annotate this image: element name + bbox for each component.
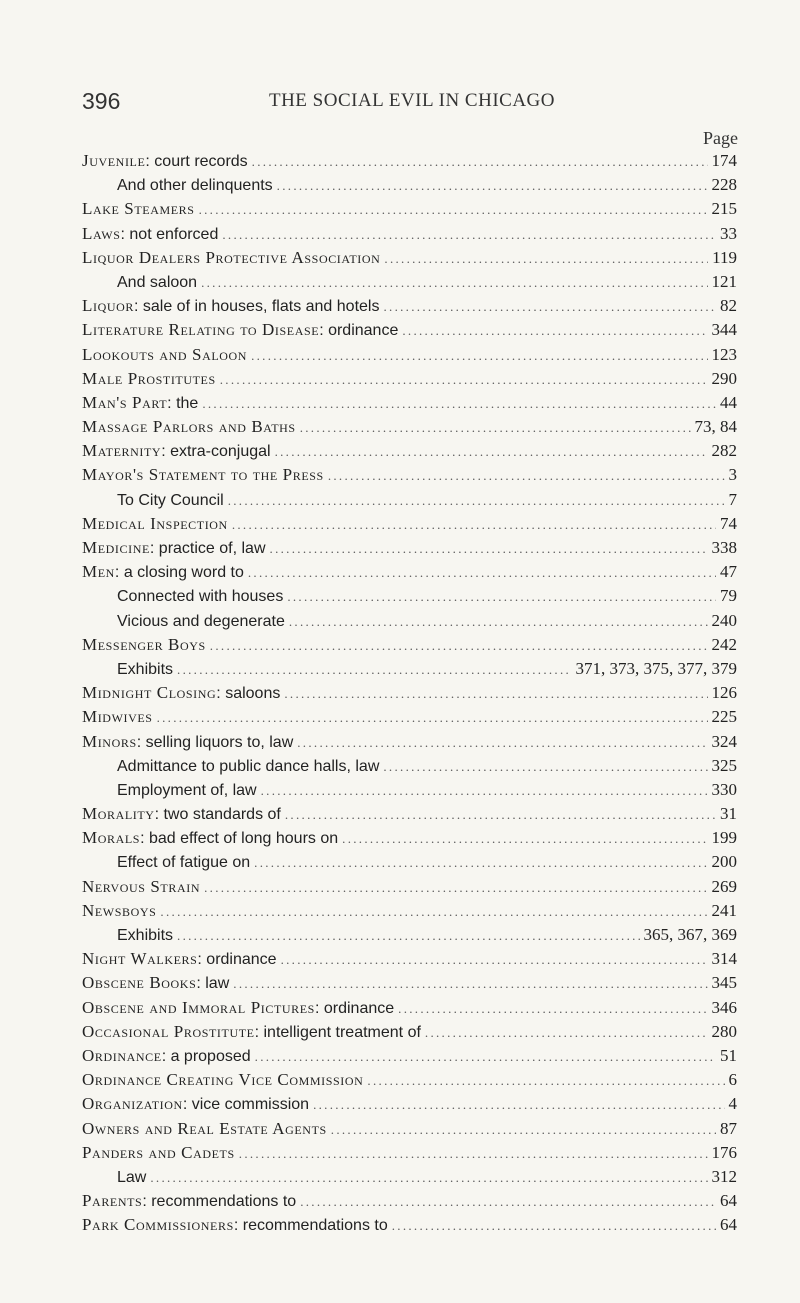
entry-text: : recommendations to (233, 1217, 388, 1235)
entry-text: : extra-conjugal (161, 443, 271, 461)
index-entry (82, 1044, 737, 1068)
dot-leader (204, 876, 707, 899)
entry-label (82, 705, 153, 729)
dot-leader (239, 1142, 708, 1165)
entry-label (82, 1213, 388, 1237)
entry-label (82, 1117, 327, 1141)
entry-label (82, 1092, 309, 1116)
index-subentry (82, 173, 737, 197)
dot-leader (233, 972, 707, 995)
entry-text: : law (196, 975, 230, 993)
dot-leader (150, 1166, 707, 1189)
index-entry (82, 246, 737, 270)
entry-label (82, 1068, 363, 1092)
dot-leader (157, 706, 708, 729)
index-subentry (82, 488, 737, 512)
dot-leader (392, 1214, 716, 1237)
entry-heading: Park Commissioners (82, 1215, 234, 1235)
dot-leader (383, 295, 716, 318)
entry-page-number: 280 (711, 1021, 737, 1041)
entry-heading: Juvenile (82, 151, 146, 170)
index-subentry (82, 609, 737, 633)
entry-heading: Night Walkers (82, 949, 198, 969)
dot-leader (289, 610, 708, 633)
entry-page-number: 269 (711, 876, 737, 896)
entry-label (82, 826, 338, 850)
entry-page-number: 82 (720, 296, 737, 316)
dot-leader (331, 1118, 716, 1141)
entry-page-number: 240 (711, 610, 737, 630)
dot-leader (232, 513, 716, 536)
entry-label (117, 850, 250, 874)
entry-heading: Lake Steamers (82, 199, 195, 219)
entry-label (117, 173, 273, 197)
index-entry (82, 512, 737, 536)
index-entry (82, 802, 737, 826)
entry-heading: Nervous Strain (82, 876, 201, 896)
dot-leader (398, 997, 707, 1020)
entry-page-number: 73, 84 (694, 417, 737, 437)
entry-label (117, 609, 285, 633)
index-entry (82, 875, 737, 899)
entry-page-number: 87 (720, 1118, 737, 1138)
index-entry (82, 1117, 737, 1141)
dot-leader (177, 924, 639, 947)
entry-page-number: 282 (711, 441, 737, 461)
index-entries (82, 149, 737, 1237)
entry-text: : a proposed (161, 1047, 251, 1065)
entry-page-number: 6 (728, 1070, 737, 1090)
entry-text: : ordinance (314, 999, 395, 1017)
entry-page-number: 325 (711, 755, 737, 775)
entry-page-number: 242 (711, 634, 737, 654)
dot-leader (287, 585, 716, 608)
dot-leader (252, 150, 708, 173)
entry-label (82, 343, 247, 367)
entry-page-number: 44 (720, 392, 737, 412)
entry-text: : practice of, law (149, 540, 266, 557)
entry-text: Law (117, 1168, 147, 1186)
index-subentry (82, 754, 737, 778)
dot-leader (255, 1045, 716, 1068)
index-entry (82, 1092, 737, 1116)
entry-text: : court records (145, 153, 248, 170)
dot-leader (383, 755, 707, 778)
entry-page-number: 33 (720, 223, 737, 243)
entry-page-number: 79 (720, 586, 737, 606)
dot-leader (384, 247, 708, 270)
dot-leader (222, 223, 716, 246)
entry-label (82, 246, 380, 270)
entry-text: Employment of, law (117, 781, 257, 799)
entry-page-number: 64 (720, 1215, 737, 1235)
dot-leader (254, 851, 707, 874)
entry-label (82, 560, 244, 584)
entry-heading: Maternity (82, 441, 162, 461)
index-entry (82, 149, 737, 173)
entry-text: : ordinance (319, 322, 399, 340)
entry-text: : sale of in houses, flats and hotels (133, 298, 380, 316)
index-entry (82, 1213, 737, 1237)
page-column-heading: Page (703, 128, 738, 148)
entry-page-number: 290 (711, 368, 737, 388)
entry-text: Vicious and degenerate (117, 612, 285, 630)
entry-heading: Midnight Closing (82, 683, 217, 703)
index-entry (82, 730, 737, 754)
entry-text: : selling liquors to, law (136, 733, 294, 751)
entry-heading: Organization (82, 1094, 183, 1114)
running-head (82, 88, 742, 116)
dot-leader (342, 827, 707, 850)
index-entry (82, 681, 737, 705)
entry-heading: Medicine (82, 538, 150, 557)
entry-page-number: 126 (711, 683, 737, 703)
entry-page-number: 64 (720, 1191, 737, 1211)
entry-page-number: 119 (712, 247, 737, 267)
index-subentry (82, 1165, 737, 1189)
entry-label (82, 1044, 251, 1068)
dot-leader (248, 561, 716, 584)
entry-text: Exhibits (117, 927, 174, 944)
entry-text: To City Council (117, 491, 224, 509)
entry-text: : bad effect of long hours on (140, 830, 339, 848)
entry-label (82, 318, 398, 342)
entry-label (82, 512, 228, 536)
dot-leader (220, 368, 708, 391)
entry-label (117, 778, 257, 802)
index-entry (82, 1068, 737, 1092)
dot-leader (313, 1093, 724, 1116)
entry-heading: Occasional Prostitute (82, 1021, 255, 1041)
entry-page-number: 228 (711, 175, 737, 195)
entry-heading: Panders and Cadets (82, 1142, 235, 1162)
index-entry (82, 1141, 737, 1165)
dot-leader (300, 416, 691, 439)
index-entry (82, 197, 737, 221)
entry-page-number: 199 (711, 828, 737, 848)
entry-heading: Mayor's Statement to the Press (82, 465, 324, 485)
entry-page-number: 4 (728, 1094, 737, 1114)
entry-page-number: 241 (711, 900, 737, 920)
entry-text: Connected with houses (117, 588, 284, 606)
entry-text: And saloon (117, 273, 198, 291)
entry-page-number: 365, 367, 369 (643, 925, 737, 944)
dot-leader (201, 271, 707, 294)
entry-text: And other delinquents (117, 177, 273, 195)
entry-label (117, 270, 197, 294)
entry-heading: Messenger Boys (82, 634, 206, 654)
entry-page-number: 3 (728, 465, 737, 485)
entry-label (82, 996, 394, 1020)
entry-heading: Ordinance Creating Vice Commission (82, 1070, 364, 1090)
entry-page-number: 121 (711, 271, 737, 291)
entry-page-number: 371, 373, 375, 377, 379 (575, 658, 737, 678)
dot-leader (284, 682, 707, 705)
entry-page-number: 344 (711, 320, 737, 340)
entry-page-number: 225 (711, 707, 737, 727)
entry-label (82, 439, 271, 463)
dot-leader (270, 537, 708, 560)
dot-leader (425, 1021, 708, 1044)
entry-page-number: 324 (711, 731, 737, 751)
entry-page-number: 47 (720, 562, 737, 582)
entry-heading: Laws (82, 223, 121, 243)
entry-text: : ordinance (197, 951, 277, 969)
entry-text: : vice commission (182, 1096, 310, 1114)
page-number: 396 (82, 88, 121, 114)
index-entry (82, 996, 737, 1020)
entry-page-number: 174 (711, 151, 737, 170)
dot-leader (300, 1190, 716, 1213)
entry-page-number: 176 (711, 1142, 737, 1162)
entry-label (82, 149, 248, 173)
dot-leader (328, 464, 725, 487)
index-subentry (82, 584, 737, 608)
entry-label (117, 584, 283, 608)
entry-heading: Midwives (82, 707, 153, 727)
entry-label (82, 802, 281, 826)
entry-label (82, 633, 206, 657)
index-entry (82, 705, 737, 729)
entry-page-number: 345 (711, 973, 737, 993)
entry-heading: Literature Relating to Disease (82, 320, 320, 340)
index-entry (82, 971, 737, 995)
index-entry (82, 343, 737, 367)
entry-label (82, 1189, 296, 1213)
entry-label (82, 1020, 421, 1044)
entry-page-number: 338 (711, 538, 737, 557)
index-subentry (82, 657, 737, 681)
entry-heading: Owners and Real Estate Agents (82, 1118, 327, 1138)
entry-heading: Parents (82, 1191, 143, 1211)
entry-label (82, 197, 195, 221)
dot-leader (251, 344, 707, 367)
index-entry (82, 560, 737, 584)
entry-label (82, 1141, 235, 1165)
index-entry (82, 1189, 737, 1213)
entry-text: : a closing word to (114, 564, 244, 582)
index-entry (82, 536, 737, 560)
entry-heading: Man's Part (82, 392, 168, 412)
entry-heading: Liquor Dealers Protective Association (82, 247, 381, 267)
entry-heading: Obscene Books (82, 973, 197, 993)
entry-label (82, 294, 379, 318)
index-entry (82, 294, 737, 318)
dot-leader (367, 1069, 724, 1092)
index-entry (82, 391, 737, 415)
dot-leader (277, 174, 708, 197)
entry-text: : not enforced (120, 225, 219, 243)
index-entry (82, 367, 737, 391)
entry-heading: Ordinance (82, 1045, 162, 1065)
index-entry (82, 439, 737, 463)
index-subentry (82, 850, 737, 874)
entry-label (82, 899, 156, 923)
entry-heading: Liquor (82, 296, 134, 316)
entry-label (82, 391, 198, 415)
index-subentry (82, 923, 737, 947)
index-subentry (82, 778, 737, 802)
entry-label (117, 488, 224, 512)
entry-heading: Obscene and Immoral Pictures (82, 997, 315, 1017)
entry-label (82, 730, 293, 754)
entry-label (82, 222, 218, 246)
entry-heading: Newsboys (82, 900, 157, 920)
entry-page-number: 346 (711, 997, 737, 1017)
index-entry (82, 633, 737, 657)
dot-leader (228, 489, 725, 512)
entry-label (82, 536, 266, 560)
entry-page-number: 74 (720, 513, 737, 533)
entry-label (117, 657, 173, 681)
entry-heading: Massage Parlors and Baths (82, 417, 296, 437)
index-entry (82, 947, 737, 971)
entry-page-number: 314 (711, 949, 737, 969)
entry-text: Exhibits (117, 660, 174, 678)
entry-text: : recommendations to (142, 1193, 297, 1211)
entry-page-number: 7 (728, 489, 737, 509)
dot-leader (160, 900, 707, 923)
entry-page-number: 200 (711, 852, 737, 872)
entry-text: Admittance to public dance halls, law (117, 757, 380, 775)
entry-page-number: 312 (711, 1166, 737, 1186)
entry-label (117, 1165, 146, 1189)
dot-leader (275, 440, 708, 463)
entry-heading: Medical Inspection (82, 513, 228, 533)
entry-page-number: 215 (711, 199, 737, 219)
entry-label (82, 875, 200, 899)
entry-text: Effect of fatigue on (117, 854, 251, 872)
entry-page-number: 330 (711, 779, 737, 799)
index-subentry (82, 270, 737, 294)
dot-leader (199, 198, 708, 221)
entry-label (117, 754, 379, 778)
entry-heading: Lookouts and Saloon (82, 344, 248, 364)
index-entry (82, 899, 737, 923)
dot-leader (261, 779, 708, 802)
entry-label (82, 681, 280, 705)
index-entry (82, 318, 737, 342)
entry-label (117, 923, 173, 947)
entry-label (82, 463, 324, 487)
entry-label (82, 947, 277, 971)
entry-page-number: 51 (720, 1045, 737, 1065)
index-entry (82, 222, 737, 246)
entry-text: : saloons (216, 685, 281, 703)
entry-heading: Morality (82, 804, 155, 824)
entry-heading: Men (82, 562, 115, 582)
entry-heading: Morals (82, 828, 141, 848)
entry-page-number: 123 (711, 344, 737, 364)
dot-leader (297, 731, 707, 754)
entry-heading: Male Prostitutes (82, 368, 216, 388)
index-entry (82, 415, 737, 439)
entry-text: : intelligent treatment of (254, 1023, 421, 1041)
entry-label (82, 415, 296, 439)
running-title: THE SOCIAL EVIL IN CHICAGO (268, 90, 555, 111)
dot-leader (402, 319, 707, 342)
index-entry (82, 463, 737, 487)
dot-leader (285, 803, 716, 826)
dot-leader (210, 634, 708, 657)
dot-leader (281, 948, 708, 971)
dot-leader (177, 658, 571, 681)
entry-label (82, 971, 229, 995)
entry-label (82, 367, 216, 391)
entry-text: : two standards of (154, 806, 281, 824)
index-entry (82, 826, 737, 850)
dot-leader (202, 392, 716, 415)
entry-page-number: 31 (720, 804, 737, 824)
entry-heading: Minors (82, 731, 137, 751)
entry-text: : the (167, 394, 199, 412)
index-entry (82, 1020, 737, 1044)
